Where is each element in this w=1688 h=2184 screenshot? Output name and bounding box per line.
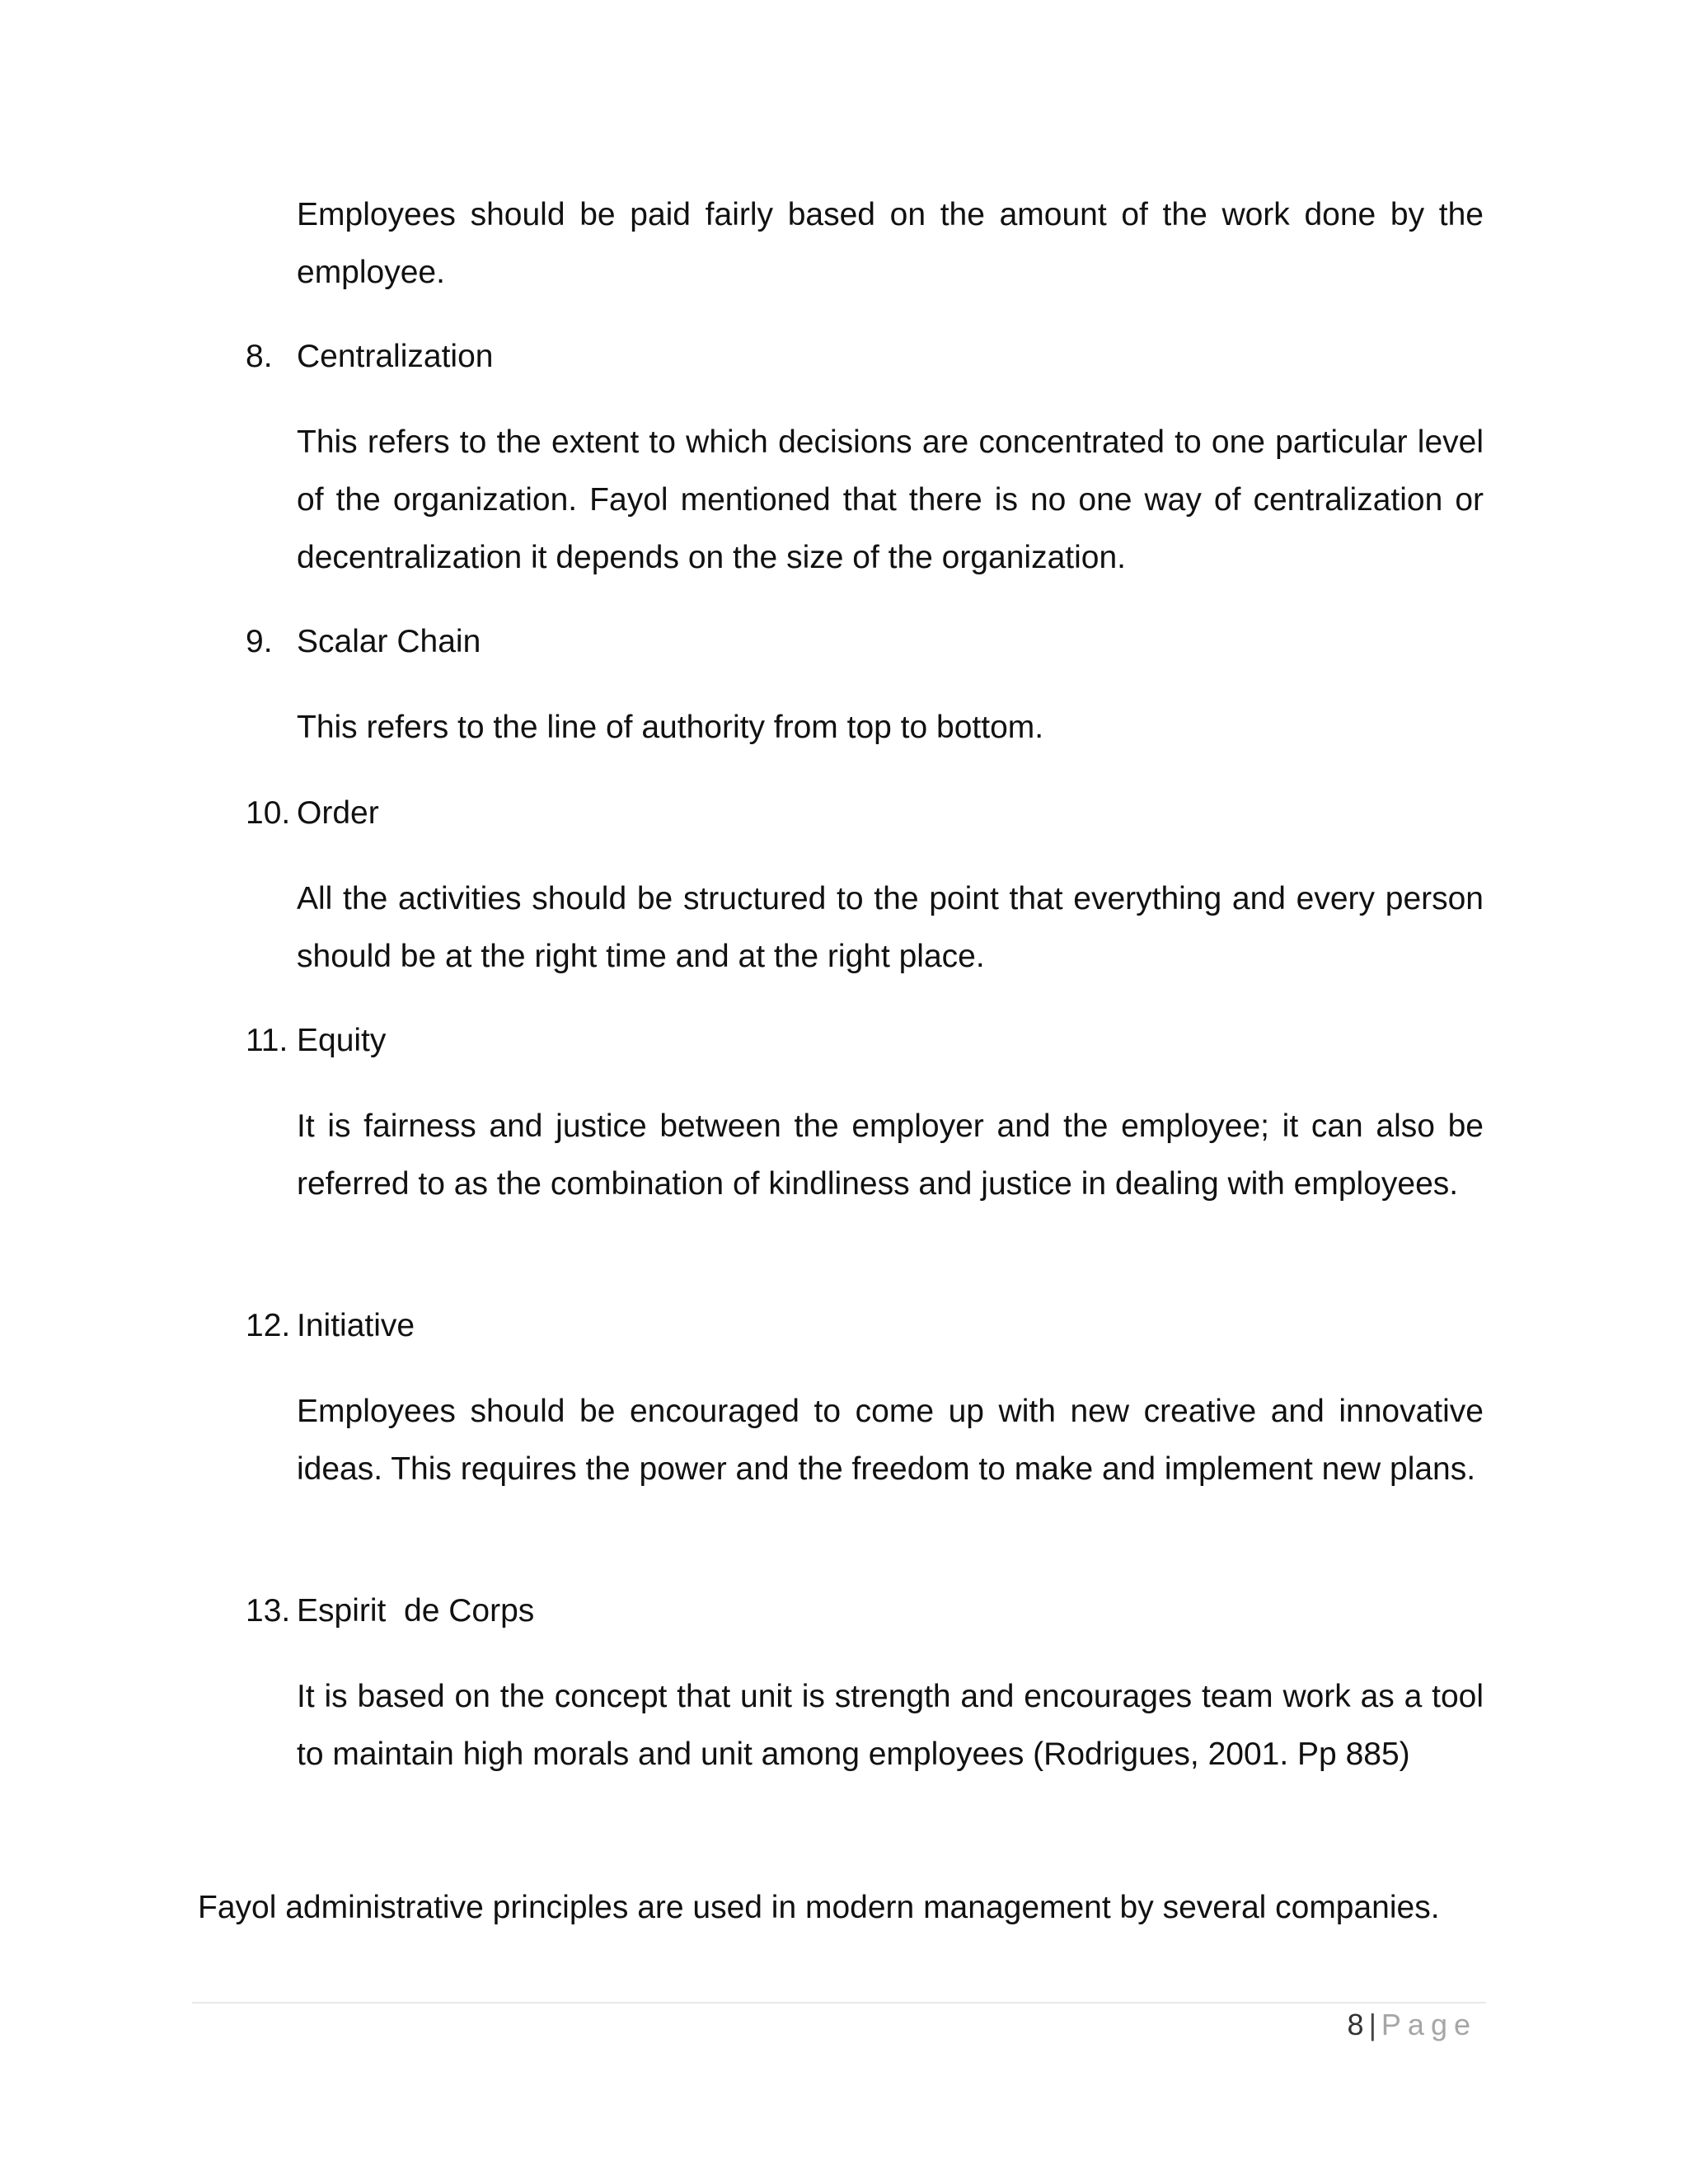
list-item-number: 11.	[246, 1023, 288, 1058]
list-item-body: All the activities should be structured to the point that everything and every person should be at the right time and at the right place.	[297, 881, 1484, 974]
list-item-number: 9.	[246, 624, 273, 659]
intro-paragraph: Employees should be paid fairly based on the amount of the work done by the employee.	[297, 197, 1484, 290]
list-item-body: It is based on the concept that unit is strength and encourages team work as a tool to maintain high morals and unit among employees (Rodrigues, 2001. Pp 885)	[297, 1679, 1484, 1772]
list-item-title: Scalar Chain	[297, 624, 481, 659]
list-item-body: Employees should be encouraged to come up with new creative and innovative ideas. This requires the power and the freedom to make and implement new plans.	[297, 1394, 1484, 1487]
list-item-title: Initiative	[297, 1308, 415, 1343]
page-label: Page	[1381, 2008, 1477, 2041]
footer-divider	[192, 2002, 1486, 2004]
closing-paragraph: Fayol administrative principles are used in modern management by several companies.	[198, 1890, 1440, 1925]
list-item-body: It is fairness and justice between the employer and the employee; it can also be referred to as the combination of kindliness and justice in dealing with employees.	[297, 1108, 1484, 1202]
list-item-number: 13.	[246, 1593, 291, 1629]
list-item-body: This refers to the line of authority from top to bottom.	[297, 710, 1044, 745]
list-item-title: Equity	[297, 1023, 387, 1058]
list-item-body: This refers to the extent to which decisions are concentrated to one particular level of the organization. Fayol mentioned that there is no one way of centralization or decentralization it depends on the size of the organization.	[297, 424, 1484, 575]
page-number: 8	[1347, 2008, 1364, 2041]
list-item-title: Espirit de Corps	[297, 1593, 535, 1629]
footer-separator: |	[1368, 2008, 1376, 2041]
list-item-number: 10.	[246, 795, 291, 831]
list-item-title: Centralization	[297, 339, 494, 374]
list-item-number: 12.	[246, 1308, 291, 1343]
page-footer	[1348, 2004, 1477, 2046]
list-item-title: Order	[297, 795, 379, 831]
list-item-number: 8.	[246, 339, 273, 374]
